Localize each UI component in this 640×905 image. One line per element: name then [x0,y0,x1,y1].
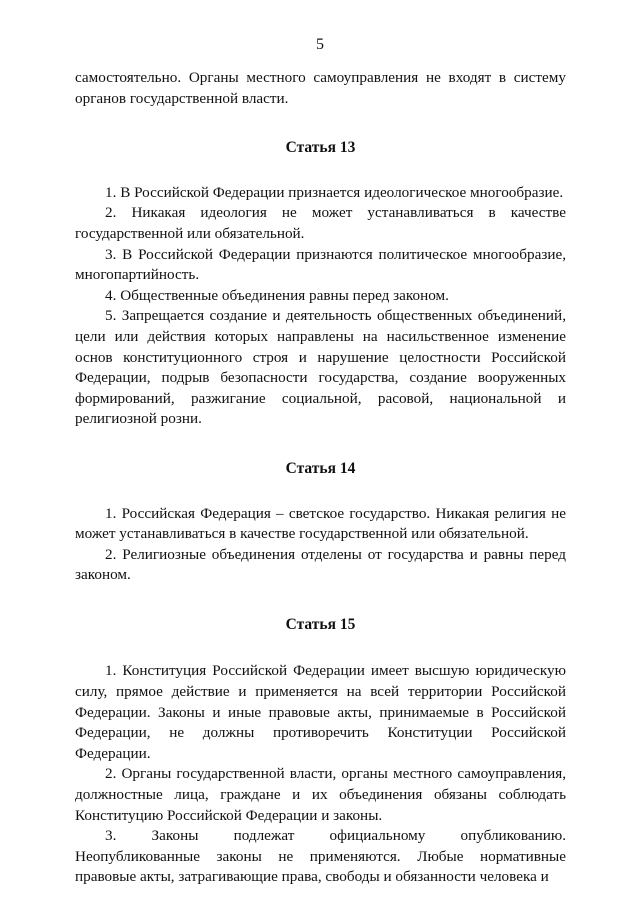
article-14-paragraph-2: 2. Религиозные объединения отделены от государства и равны перед законом. [75,545,566,584]
document-body [75,68,566,888]
article-15-paragraph-3: 3. Законы подлежат официальному опубликованию. Неопубликованные законы не применяются. Любые нормативные правовые акты, затрагивающие права, свободы и обязанности человека и [75,827,566,886]
article-15-title: Статья 15 [285,615,356,633]
article-13-paragraph-1: 1. В Российской Федерации признается идеологическое многообразие. [105,183,564,201]
article-15-paragraph-2: 2. Органы государственной власти, органы местного самоуправления, должностные лица, граждане и их объединения обязаны соблюдать Конституцию Российской Федерации и законы. [75,765,566,824]
article-13-title: Статья 13 [285,139,356,157]
article-13-paragraph-3: 3. В Российской Федерации признаются политическое многообразие, многопартийность. [75,245,566,284]
page-number: 5 [316,36,324,53]
article-15-paragraph-1: 1. Конституция Российской Федерации имеет высшую юридическую силу, прямое действие и применяется на всей территории Российской Федерации. Законы и иные правовые акты, принимаемые в Российской Федерации, не должны противоречить Конституции Российской Федерации. [75,662,566,762]
article-13-paragraph-4: 4. Общественные объединения равны перед законом. [105,286,449,304]
intro-paragraph: самостоятельно. Органы местного самоуправления не входят в систему органов государственной власти. [75,69,566,107]
article-14-paragraph-1: 1. Российская Федерация – светское государство. Никакая религия не может устанавливаться в качестве государственной или обязательной. [75,504,566,543]
article-14-title: Статья 14 [285,459,356,477]
article-13-paragraph-5: 5. Запрещается создание и деятельность общественных объединений, цели или действия которых направлены на насильственное изменение основ конституционного строя и нарушение целостности Российской Федерации, подрыв безопасности государства, создание вооруженных формирований, разжигание социальной, расовой, национальной и религиозной розни. [75,307,566,428]
article-13-paragraph-2: 2. Никакая идеология не может устанавливаться в качестве государственной или обязательной. [75,204,566,242]
